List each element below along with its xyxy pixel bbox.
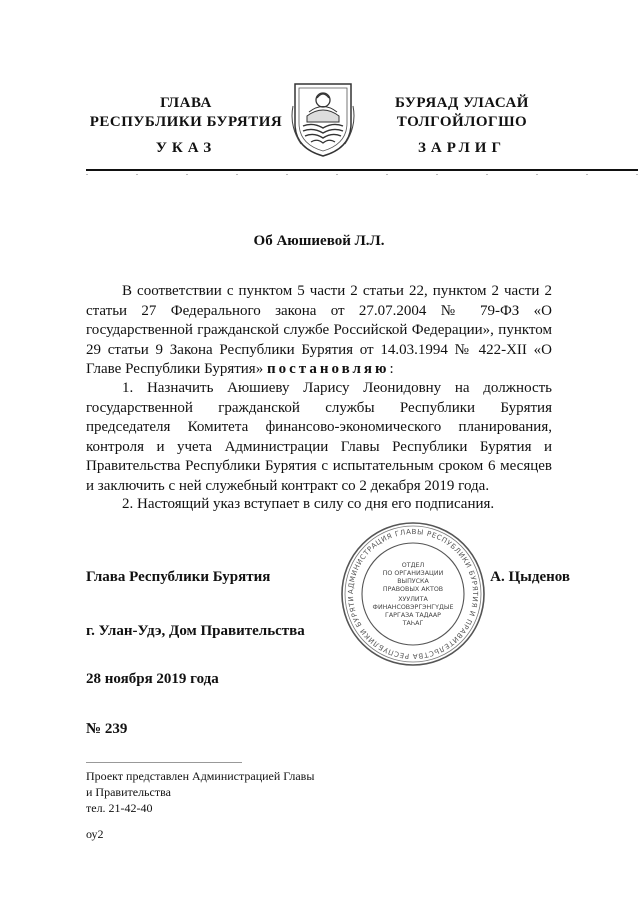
stamp-line1: ОТДЕЛ [401,562,425,569]
header-left-line1: ГЛАВА [160,95,212,111]
header-left-line2: РЕСПУБЛИКИ БУРЯТИЯ [89,114,283,130]
footer-line1: Проект представлен Администрацией Главы [86,769,315,783]
coat-of-arms-buryatia-icon [287,76,359,160]
stamp-line2: ПО ОРГАНИЗАЦИИ [382,570,444,577]
stamp-line3: ВЫПУСКА [397,578,429,585]
stamp-outer-text: АДМИНИСТРАЦИЯ ГЛАВЫ РЕСПУБЛИКИ БУРЯТИЯ И ПРАВИТЕЛЬСТВА РЕСПУБЛИКИ БУРЯТИ [346,527,480,661]
body-paragraph-2: 2. Настоящий указ вступает в силу со дня его подписания. [122,496,495,512]
preamble-verb: постановляю [266,361,390,378]
header-left-decree: УКАЗ [155,140,217,156]
body-paragraph-preamble [86,282,552,380]
decree-date: 28 ноября 2019 года [86,671,219,687]
stamp-line7: ГАРГАЗА ТАДААР [385,612,441,619]
footer-line2: и Правительства [86,785,171,799]
header-left [86,94,286,132]
stamp-line4: ПРАВОВЫХ АКТОВ [382,586,444,593]
footer-note [86,768,314,816]
preamble-end: : [389,361,394,378]
footer-line3: тел. 21-42-40 [86,801,153,815]
signature-name: А. Цыденов [490,569,570,585]
stamp-line5: ХУУЛИТА [398,596,428,603]
preamble-text: В соответствии с пунктом 5 части 2 статьи 22, пунктом 2 части 2 статьи 27 Федерального закона от 27.07.2004 № 79-ФЗ «О государственной гражданской службе Российской Федерации», пунктом 29 статьи 9 Закона Республики Бурятия от 14.03.1994 № 422-XII «О Главе Республики Бурятия» [86,283,552,378]
footer-divider [86,762,242,763]
header-right-line2: ТОЛГОЙЛОГШО [396,114,528,130]
signature-position: Глава Республики Бурятия [86,569,271,585]
body-paragraph-1: 1. Назначить Аюшиеву Ларису Леонидовну на должность государственной гражданской службы Республики Бурятия председателя Комитета финансово-экономического планирования, контроля и учета Администрации Главы Республики Бурятия и Правительства Республики Бурятия с испытательным сроком 6 месяцев и заключить с ней служебный контракт со 2 декабря 2019 года. [86,380,552,494]
official-stamp [340,521,486,667]
decree-number: № 239 [86,721,128,737]
stamp-line6: ФИНАНСОВЭРГЭНГҮДЫЕ [372,604,454,611]
header-divider [86,169,638,171]
header-dotted-line [86,174,638,178]
place-of-signing: г. Улан-Удэ, Дом Правительства [86,623,305,639]
stamp-line8: ТАҺАГ [402,620,424,627]
header-right [372,94,552,132]
footer-code: оу2 [86,827,104,841]
document-title: Об Аюшиевой Л.Л. [253,233,385,249]
header-right-decree: ЗАРЛИГ [417,140,507,156]
header-right-line1: БУРЯАД УЛАСАЙ [395,95,529,111]
